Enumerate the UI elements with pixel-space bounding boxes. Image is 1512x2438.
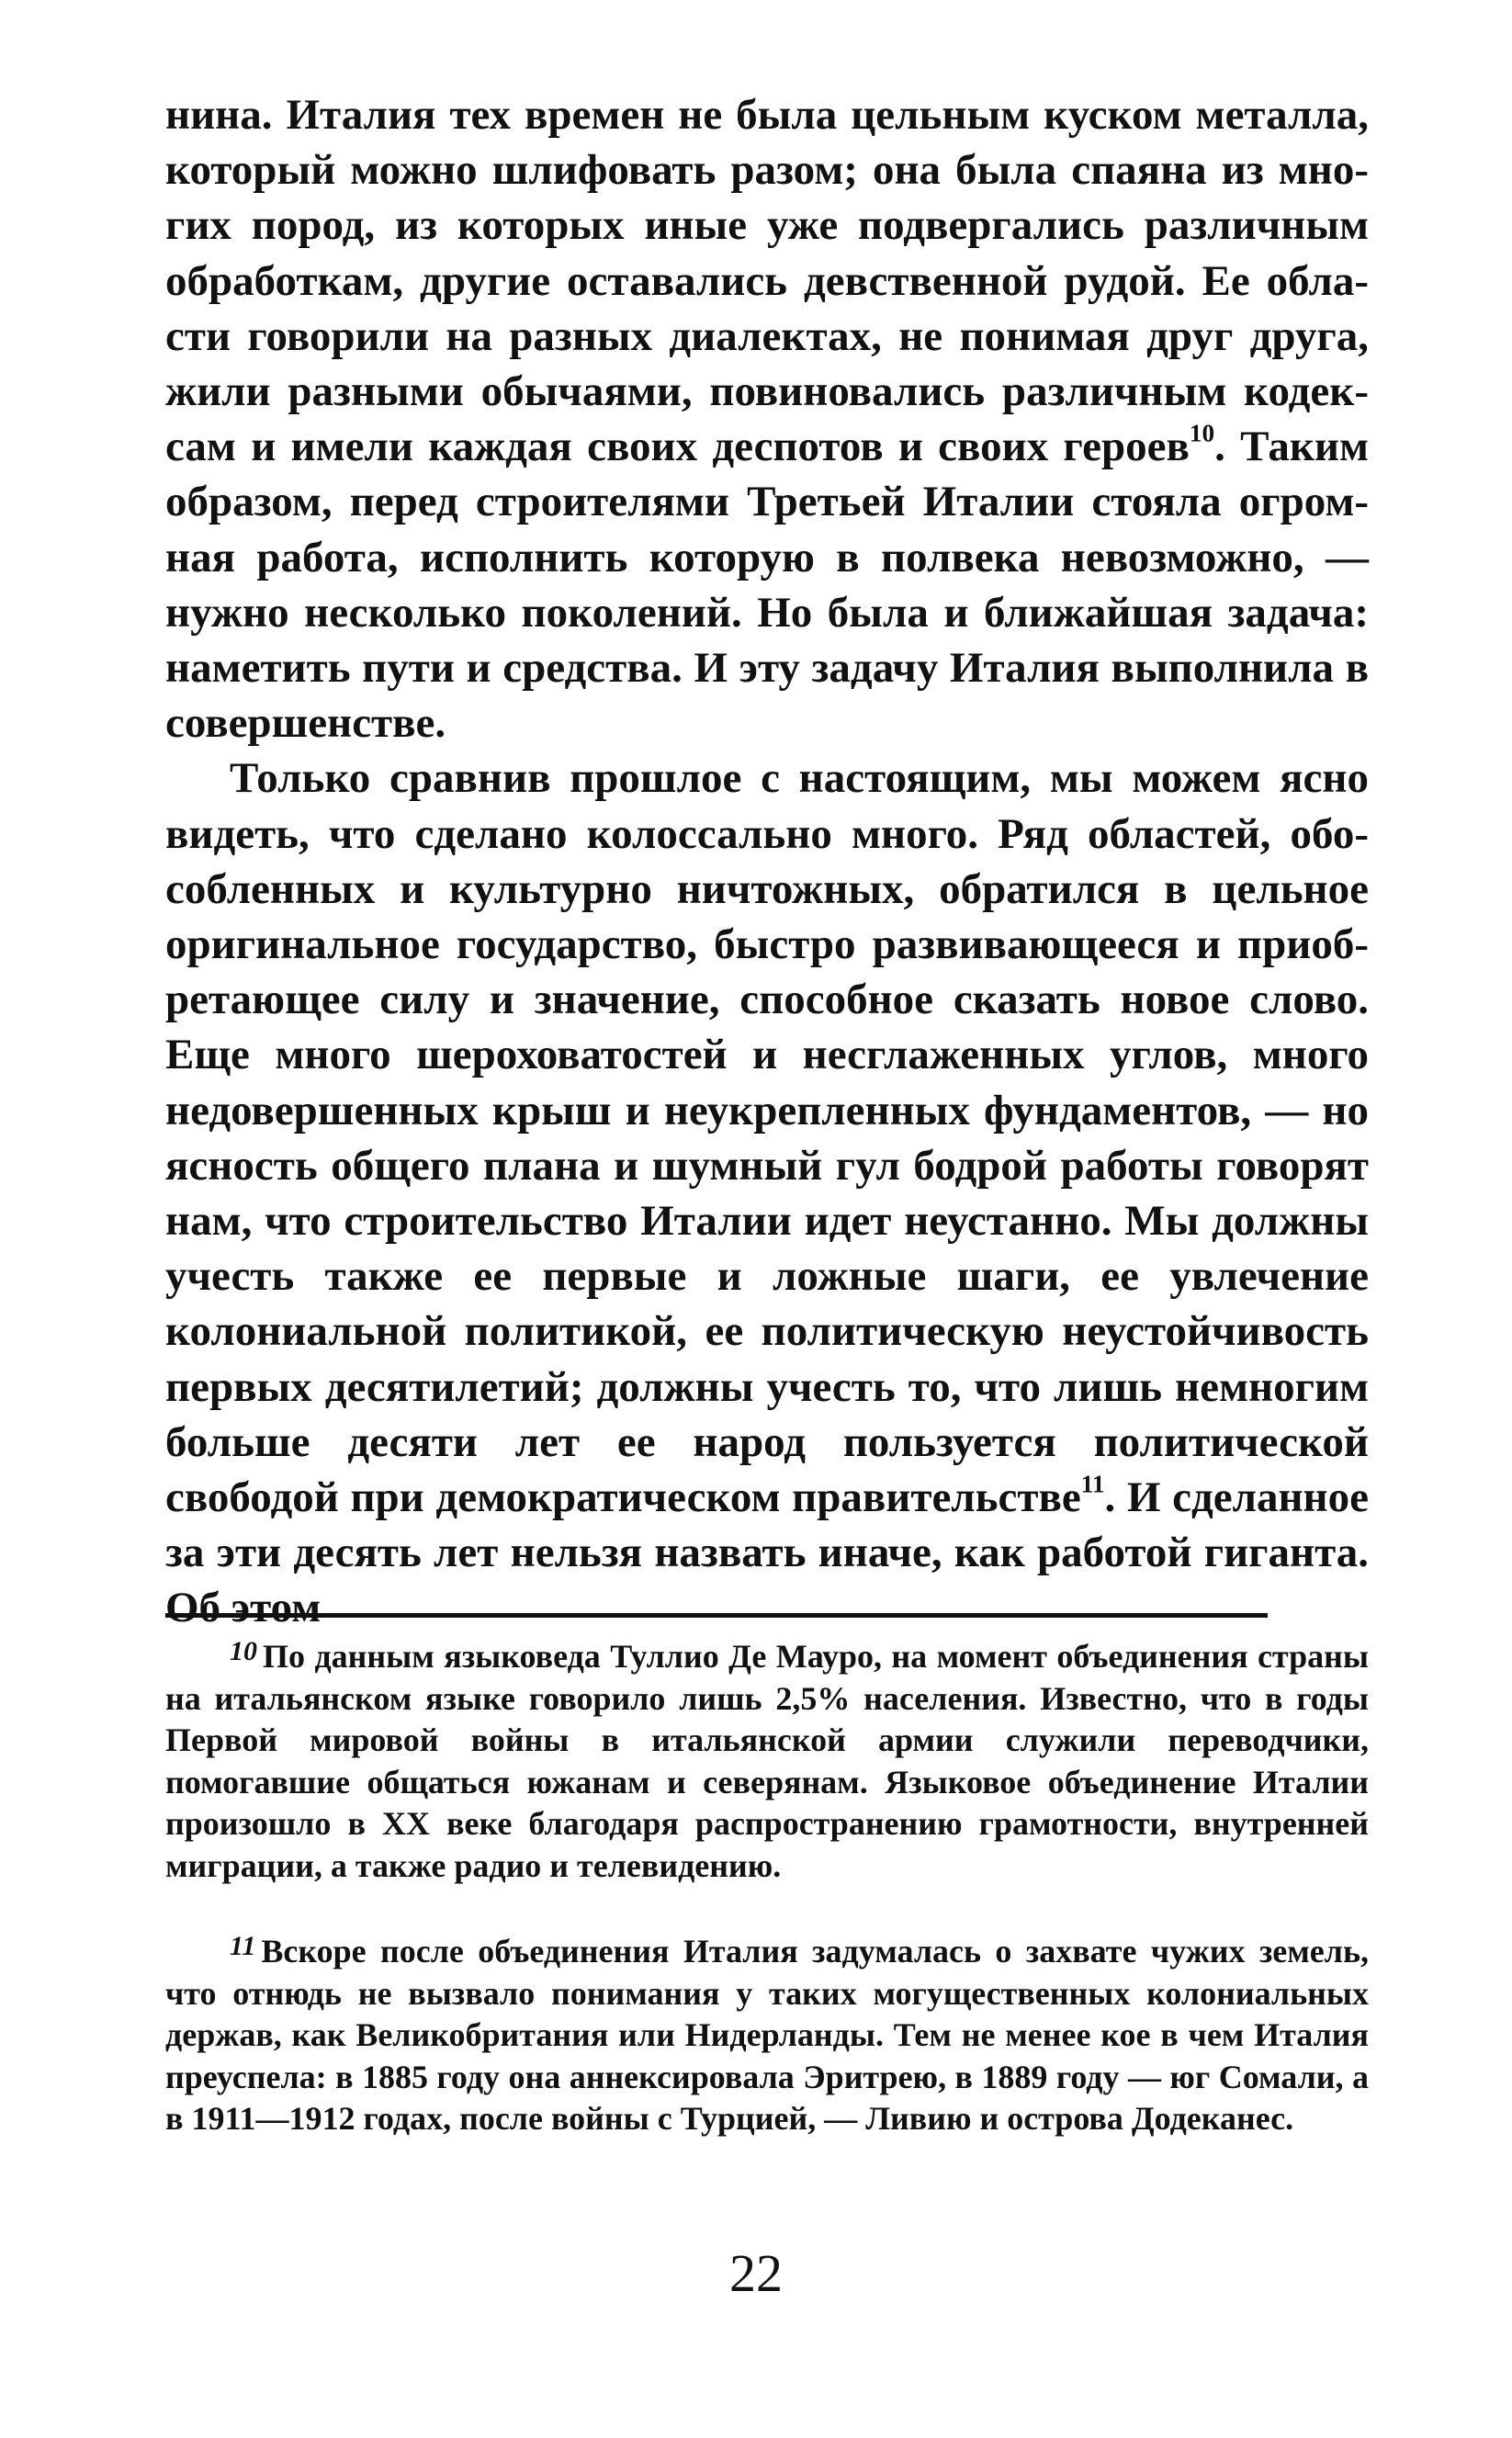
paragraph-1-text-a: нина. Италия тех времен не была цельным куском металла, который можно шлифовать разом; она была спаяна из многих пород, из которых иные уже подвергались различным обработкам, другие оставались девственной рудой. Ее области говорили на разных диалектах, не понимая друг друга, жили разными обычаями, повиновались различным кодексам и имели каждая своих деспотов и своих героев xyxy=(165,91,1369,471)
footnote-text-10: По данным языковеда Туллио Де Мауро, на момент объединения страны на итальянском языке говорило лишь 2,5% населения. Известно, что в годы Первой мировой войны в итальянской армии служили переводчики, помогавшие общаться южанам и северянам. Языковое объединение Италии произошло в XX веке благодаря распространению грамотности, внутренней миграции, а также радио и телевидению. xyxy=(165,1638,1369,1884)
footnote-divider xyxy=(165,1613,1268,1618)
footnote-number-11: 11 xyxy=(230,1931,256,1961)
paragraph-2-text-a: Только сравнив прошлое с настоящим, мы можем ясно видеть, что сделано колоссально много. Ряд областей, обособленных и культурно ничтожных, обратился в цельное оригинальное государство, быстро развивающееся и приобретающее силу и значение, способное сказать новое слово. Еще много шероховатостей и несглаженных углов, много недовершенных крыш и неукрепленных фундаментов, — но ясность общего плана и шумный гул бодрой работы говорят нам, что строительство Италии идет неустанно. Мы должны учесть также ее первые и ложные шаги, ее увлечение колониальной политикой, ее политическую неустойчивость первых десятилетий; должны учесть то, что лишь немногим больше десяти лет ее народ пользуется политической свободой при демократическом правительстве xyxy=(165,754,1369,1522)
paragraph-2-text-b: . И сделанное за эти десять лет нельзя назвать иначе, как работой гиганта. Об этом xyxy=(165,1473,1369,1632)
footnote-ref-10[interactable]: 10 xyxy=(1189,419,1215,447)
paragraph-1 xyxy=(165,87,1369,751)
footnote-ref-11[interactable]: 11 xyxy=(1080,1470,1105,1498)
footnote-number-10: 10 xyxy=(230,1636,257,1666)
page-body xyxy=(165,87,1369,1636)
footnotes xyxy=(165,1631,1369,2140)
footnote-10 xyxy=(165,1631,1369,1887)
paragraph-2 xyxy=(165,751,1369,1635)
page-number: 22 xyxy=(729,2243,783,2303)
footnote-11 xyxy=(165,1925,1369,2140)
footnote-text-11: Вскоре после объединения Италия задумалась о захвате чужих земель, что отнюдь не вызвало понимания у таких могущественных колониальных держав, как Великобритания или Нидерланды. Тем не менее кое в чем Италия преуспела: в 1885 году она аннексировала Эритрею, в 1889 году — юг Сомали, а в 1911—1912 годах, после войны с Турцией, — Ливию и острова Додеканес. xyxy=(165,1933,1369,2137)
main-text xyxy=(165,87,1369,1636)
paragraph-1-text-b: . Таким образом, перед строителями Третьей Италии стояла огромная работа, исполнить которую в полвека невозможно, — нужно несколько поколений. Но была и ближайшая задача: наметить пути и средства. И эту задачу Италия выполнила в совершенстве. xyxy=(165,423,1369,748)
